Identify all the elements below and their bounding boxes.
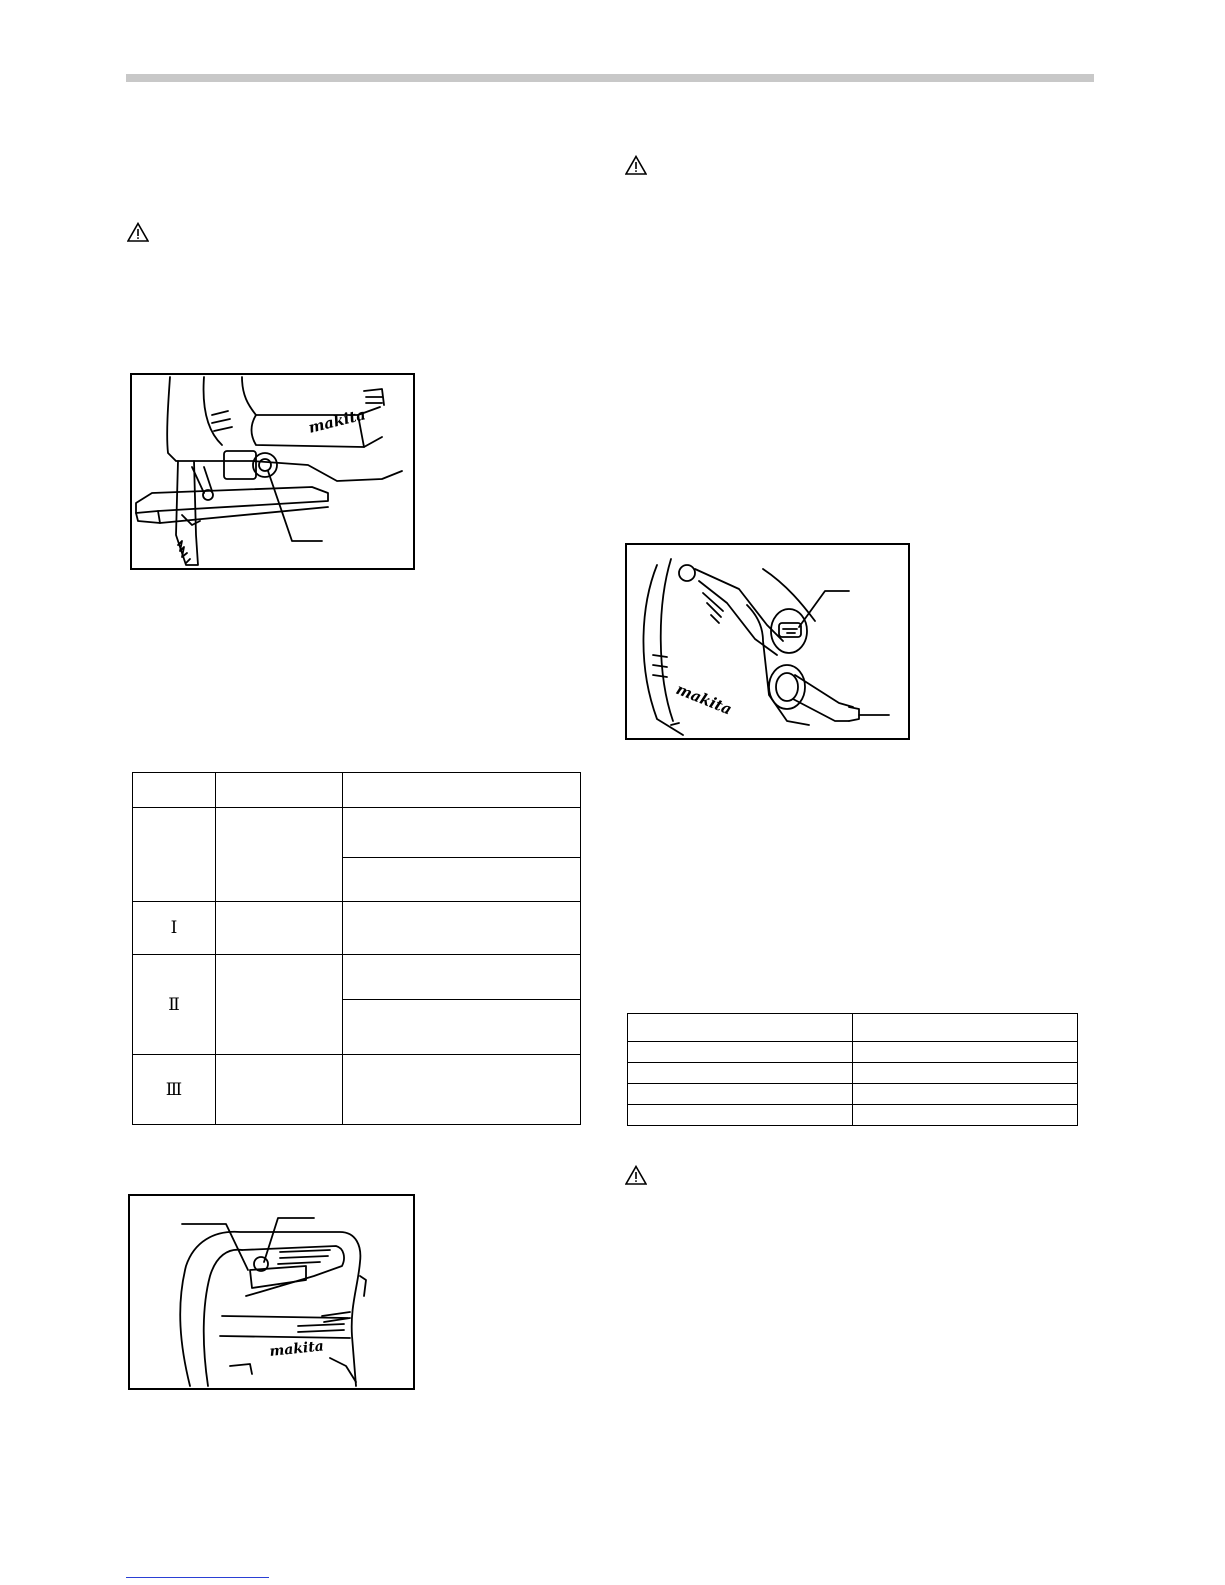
- table-cell: [343, 1000, 581, 1055]
- table-row: [628, 1042, 1078, 1063]
- table-header-cell: [343, 773, 581, 808]
- table-cell: [853, 1063, 1078, 1084]
- caution-triangle-icon: [625, 1165, 647, 1185]
- table-cell: [343, 1055, 581, 1125]
- orbit-position-cell: Ⅱ: [133, 955, 216, 1055]
- brand-label: makita: [673, 680, 735, 719]
- table-header-cell: [853, 1014, 1078, 1042]
- jigsaw-top-illustration: [130, 1196, 413, 1388]
- table-cell: [628, 1042, 853, 1063]
- jigsaw-side-illustration: [132, 375, 413, 568]
- table-row: [133, 1055, 581, 1125]
- orbit-position-cell: Ⅰ: [133, 902, 216, 955]
- table-header-row: [628, 1014, 1078, 1042]
- figure-speed-dial: [130, 373, 415, 570]
- table-row: [628, 1063, 1078, 1084]
- header-rule: [126, 74, 1094, 82]
- table-cell: [343, 808, 581, 858]
- footer-link-underline[interactable]: [126, 1577, 269, 1578]
- caution-triangle-icon: [127, 222, 149, 242]
- brand-label: makita: [306, 405, 368, 437]
- table-row: [628, 1105, 1078, 1126]
- table-row: [133, 808, 581, 858]
- brand-label: makita: [268, 1338, 325, 1360]
- table-cell: [216, 808, 343, 902]
- orbit-table: [132, 772, 581, 1125]
- table-cell: [853, 1042, 1078, 1063]
- table-cell: [216, 955, 343, 1055]
- table-cell: [853, 1084, 1078, 1105]
- table-row: [628, 1084, 1078, 1105]
- table-row: [133, 955, 581, 1000]
- table-header-row: [133, 773, 581, 808]
- jigsaw-rear-illustration: [627, 545, 908, 738]
- table-cell: [343, 955, 581, 1000]
- table-cell: [343, 902, 581, 955]
- table-header-cell: [628, 1014, 853, 1042]
- table-cell: [628, 1084, 853, 1105]
- table-cell: [216, 902, 343, 955]
- table-header-cell: [133, 773, 216, 808]
- figure-switch-top: [128, 1194, 415, 1390]
- table-cell: [853, 1105, 1078, 1126]
- orbit-position-cell: [133, 808, 216, 902]
- speed-table: [627, 1013, 1078, 1126]
- table-cell: [628, 1063, 853, 1084]
- caution-triangle-icon: [625, 155, 647, 175]
- orbit-position-cell: Ⅲ: [133, 1055, 216, 1125]
- table-header-cell: [216, 773, 343, 808]
- figure-cord-rear: [625, 543, 910, 740]
- table-cell: [216, 1055, 343, 1125]
- table-cell: [343, 858, 581, 902]
- table-cell: [628, 1105, 853, 1126]
- table-row: [133, 902, 581, 955]
